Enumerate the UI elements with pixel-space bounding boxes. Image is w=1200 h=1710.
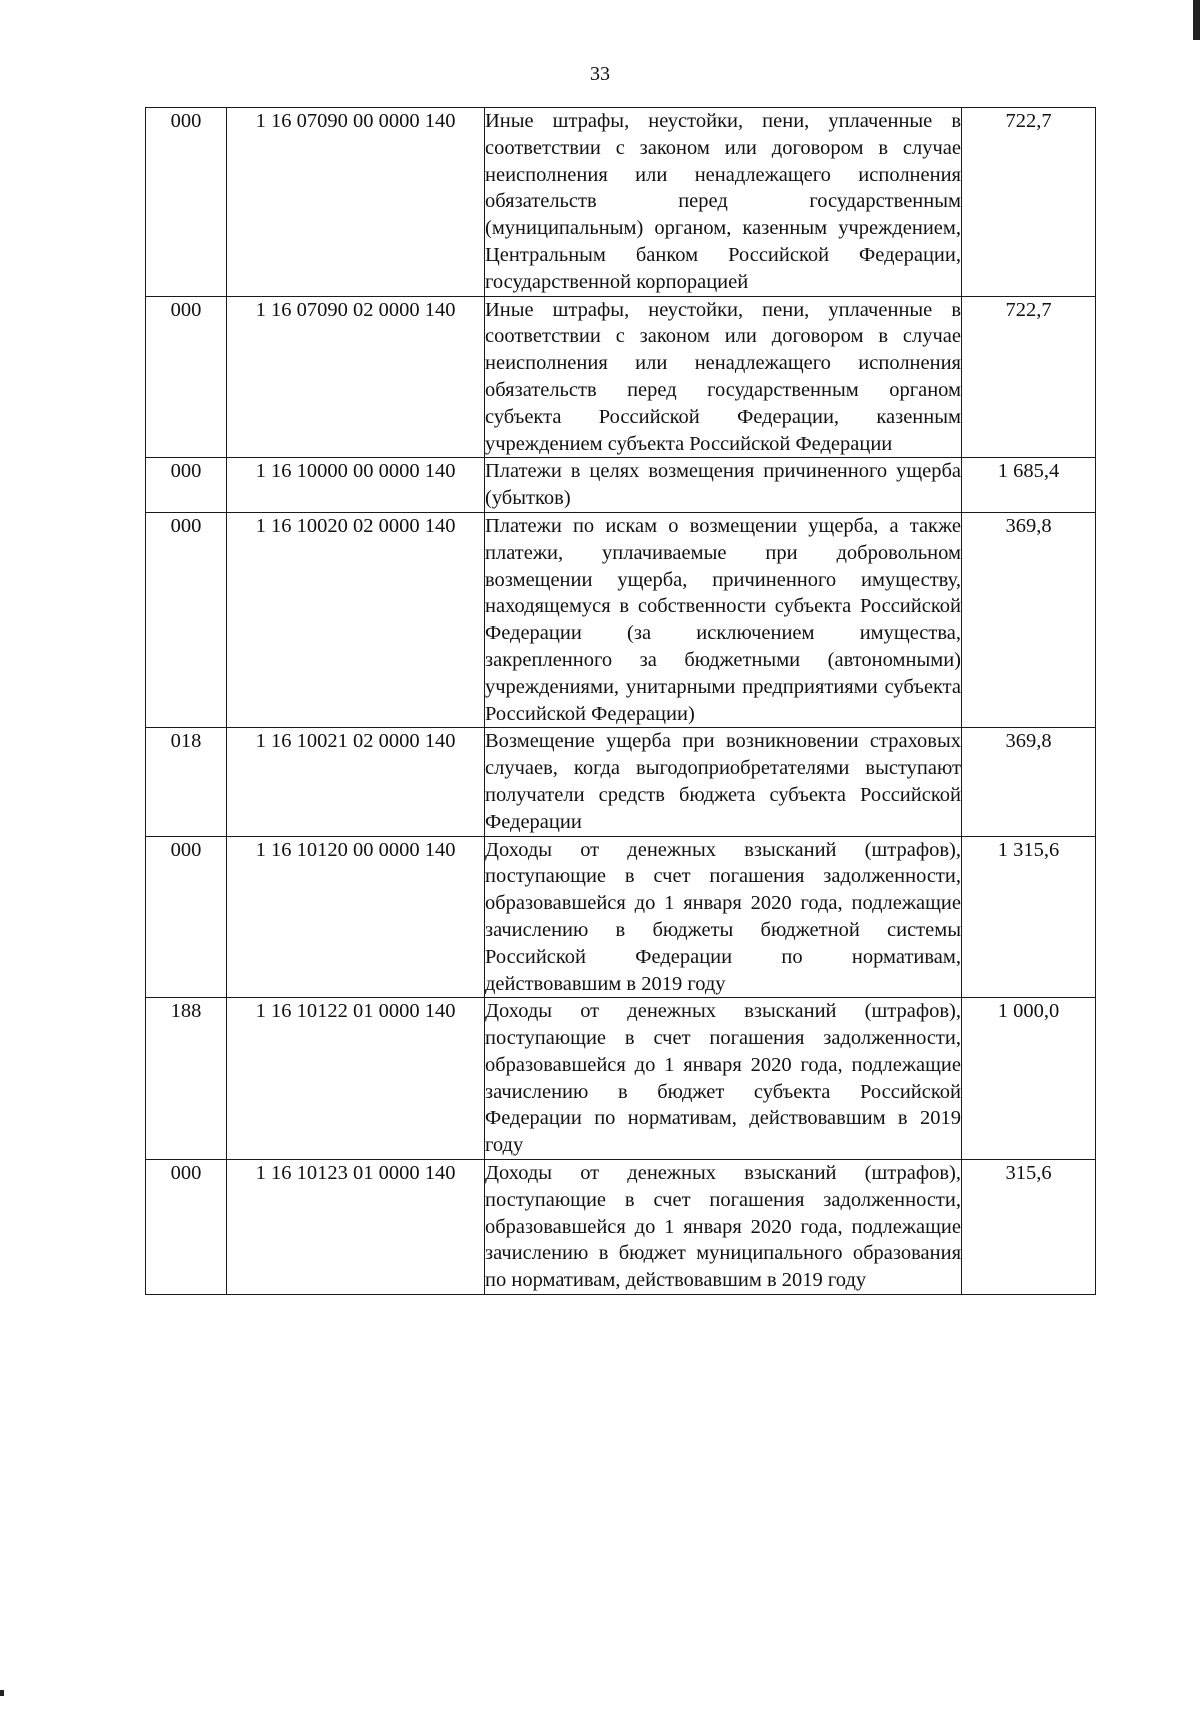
budget-classification-code-cell: 1 16 10000 00 0000 140 <box>227 458 485 513</box>
amount-cell: 722,7 <box>962 108 1096 297</box>
admin-code-cell: 000 <box>146 512 227 727</box>
budget-classification-code-cell: 1 16 10122 01 0000 140 <box>227 998 485 1160</box>
budget-classification-code-cell: 1 16 10020 02 0000 140 <box>227 512 485 727</box>
admin-code-cell: 018 <box>146 728 227 836</box>
admin-code-cell: 000 <box>146 1160 227 1295</box>
amount-cell: 315,6 <box>962 1160 1096 1295</box>
budget-classification-code-cell: 1 16 10120 00 0000 140 <box>227 836 485 998</box>
table-row <box>146 1160 1096 1295</box>
admin-code-cell: 000 <box>146 296 227 458</box>
table-row <box>146 998 1096 1160</box>
table-row <box>146 108 1096 297</box>
budget-classification-code-cell: 1 16 10123 01 0000 140 <box>227 1160 485 1295</box>
revenue-name-cell: Платежи в целях возмещения причиненного ущерба (убытков) <box>485 458 962 513</box>
table-row <box>146 458 1096 513</box>
amount-cell: 369,8 <box>962 728 1096 836</box>
amount-cell: 722,7 <box>962 296 1096 458</box>
budget-classification-code-cell: 1 16 07090 00 0000 140 <box>227 108 485 297</box>
amount-cell: 1 685,4 <box>962 458 1096 513</box>
budget-classification-code-cell: 1 16 07090 02 0000 140 <box>227 296 485 458</box>
budget-classification-code-cell: 1 16 10021 02 0000 140 <box>227 728 485 836</box>
admin-code-cell: 000 <box>146 458 227 513</box>
scan-edge-mark <box>1193 0 1200 40</box>
table-row <box>146 836 1096 998</box>
amount-cell: 369,8 <box>962 512 1096 727</box>
revenue-name-cell: Возмещение ущерба при возникновении страховых случаев, когда выгодоприобретателями выступают получатели средств бюджета субъекта Российской Федерации <box>485 728 962 836</box>
amount-cell: 1 315,6 <box>962 836 1096 998</box>
admin-code-cell: 188 <box>146 998 227 1160</box>
table-row <box>146 728 1096 836</box>
revenue-name-cell: Доходы от денежных взысканий (штрафов), поступающие в счет погашения задолженности, образовавшейся до 1 января 2020 года, подлежащие зачислению в бюджет субъекта Российской Федерации по нормативам, действовавшим в 2019 году <box>485 998 962 1160</box>
revenue-name-cell: Платежи по искам о возмещении ущерба, а также платежи, уплачиваемые при добровольном возмещении ущерба, причиненного имуществу, находящемуся в собственности субъекта Российской Федерации (за исключением имущества, закрепленного за бюджетными (автономными) учреждениями, унитарными предприятиями субъекта Российской Федерации) <box>485 512 962 727</box>
admin-code-cell: 000 <box>146 108 227 297</box>
amount-cell: 1 000,0 <box>962 998 1096 1160</box>
revenue-name-cell: Доходы от денежных взысканий (штрафов), поступающие в счет погашения задолженности, образовавшейся до 1 января 2020 года, подлежащие зачислению в бюджет муниципального образования по нормативам, действовавшим в 2019 году <box>485 1160 962 1295</box>
revenue-table <box>145 107 1096 1295</box>
admin-code-cell: 000 <box>146 836 227 998</box>
revenue-name-cell: Иные штрафы, неустойки, пени, уплаченные в соответствии с законом или договором в случае неисполнения или ненадлежащего исполнения обязательств перед государственным органом субъекта Российской Федерации, казенным учреждением субъекта Российской Федерации <box>485 296 962 458</box>
page-number: 33 <box>590 63 610 85</box>
scan-corner-dot <box>0 1690 4 1696</box>
revenue-name-cell: Доходы от денежных взысканий (штрафов), поступающие в счет погашения задолженности, образовавшейся до 1 января 2020 года, подлежащие зачислению в бюджеты бюджетной системы Российской Федерации по нормативам, действовавшим в 2019 году <box>485 836 962 998</box>
table-row <box>146 512 1096 727</box>
revenue-name-cell: Иные штрафы, неустойки, пени, уплаченные в соответствии с законом или договором в случае неисполнения или ненадлежащего исполнения обязательств перед государственным (муниципальным) органом, казенным учреждением, Центральным банком Российской Федерации, государственной корпорацией <box>485 108 962 297</box>
table-row <box>146 296 1096 458</box>
